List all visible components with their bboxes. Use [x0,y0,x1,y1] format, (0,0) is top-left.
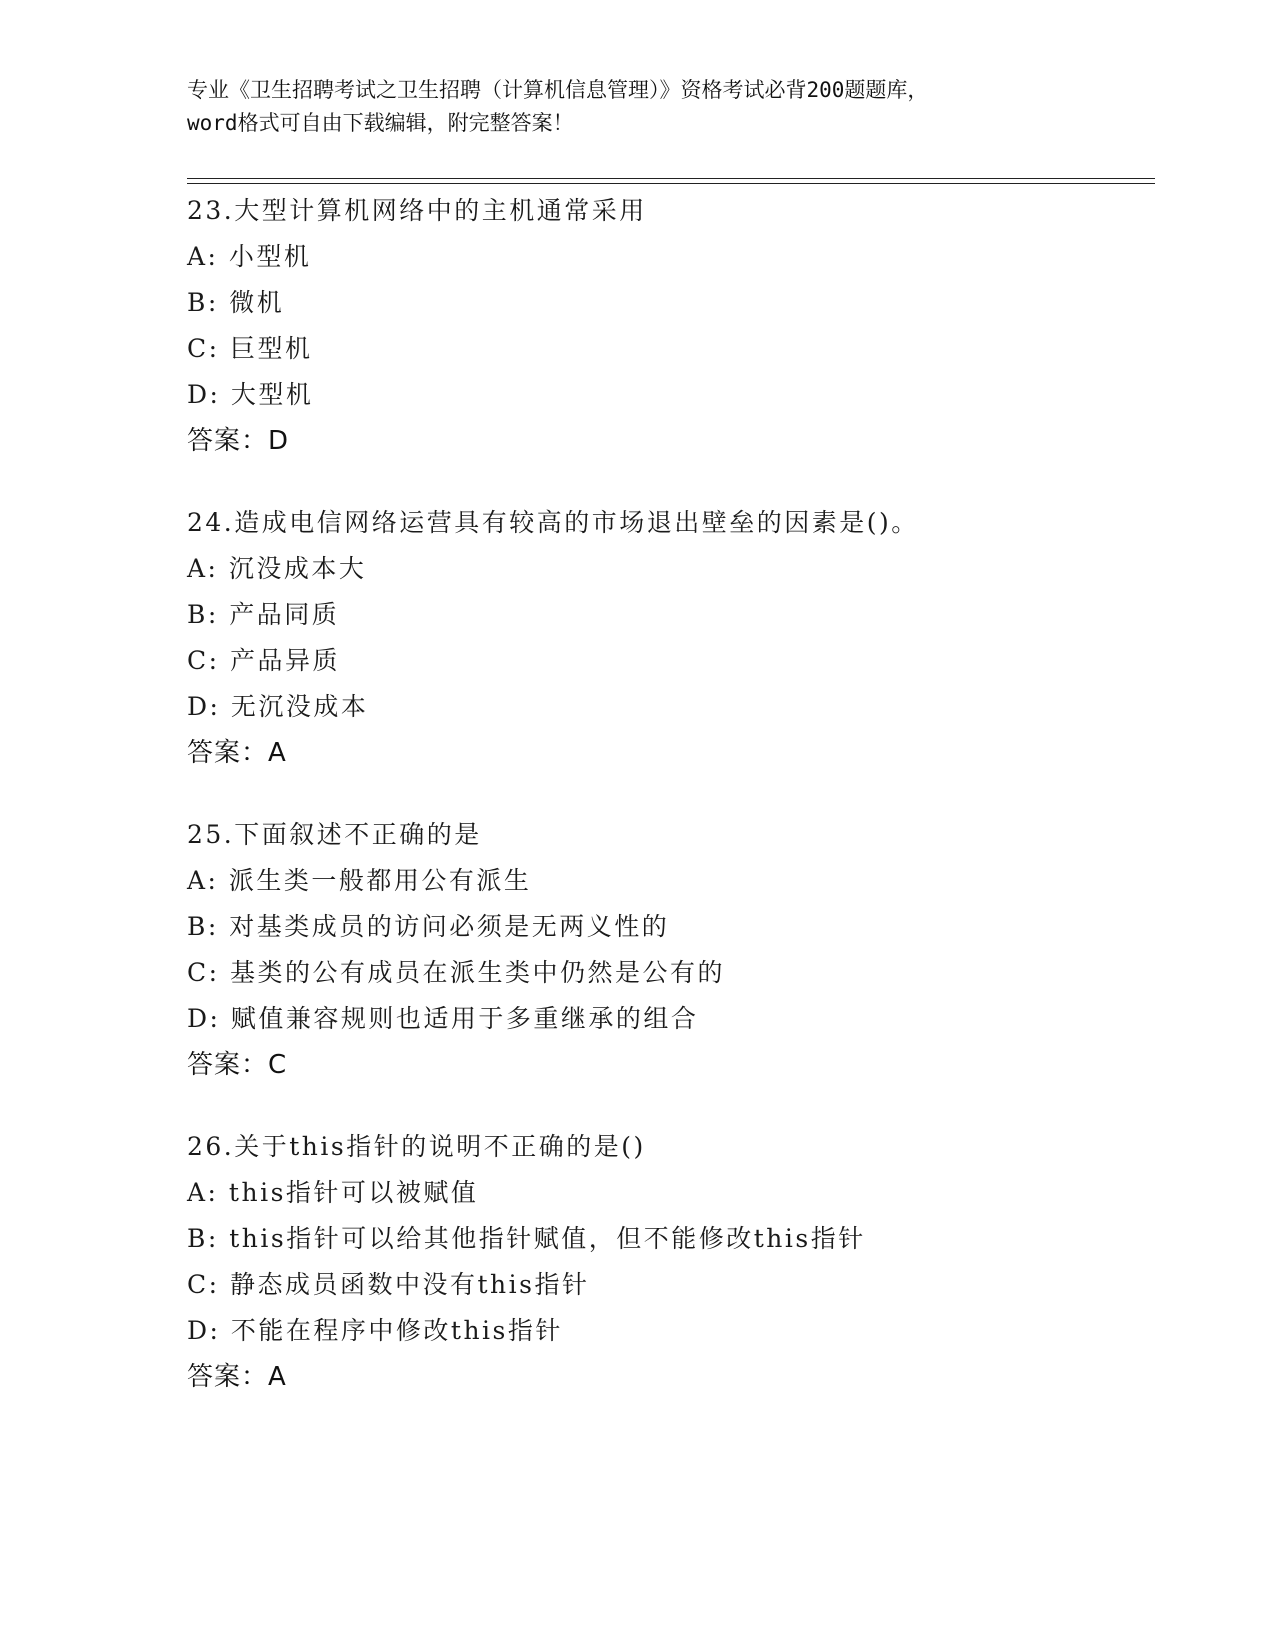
option-a: A: 派生类一般都用公有派生 [187,866,532,895]
answer-label: 答案：A [187,738,287,768]
question-list [187,188,1155,1436]
question-23 [187,188,1155,464]
option-d: D: 赋值兼容规则也适用于多重继承的组合 [187,1004,699,1033]
option-c: C: 巨型机 [187,334,313,363]
question-24 [187,500,1155,776]
header-line-1: 专业《卫生招聘考试之卫生招聘（计算机信息管理）》资格考试必背200题题库， [187,78,929,102]
option-c: C: 基类的公有成员在派生类中仍然是公有的 [187,958,725,987]
option-d: D: 无沉没成本 [187,692,369,721]
question-26 [187,1124,1155,1400]
question-stem: 25.下面叙述不正确的是 [187,820,482,849]
option-c: C: 产品异质 [187,646,340,675]
option-b: B: 微机 [187,288,285,317]
option-a: A: 小型机 [187,242,312,271]
header-divider-top [187,178,1155,179]
answer-label: 答案：A [187,1362,287,1392]
option-a: A: 沉没成本大 [187,554,367,583]
answer-label: 答案：C [187,1050,288,1080]
header-divider-bottom [187,183,1155,184]
option-c: C: 静态成员函数中没有this指针 [187,1270,590,1299]
option-d: D: 不能在程序中修改this指针 [187,1316,563,1345]
document-header [187,74,1167,140]
option-b: B: this指针可以给其他指针赋值，但不能修改this指针 [187,1224,866,1253]
answer-label: 答案：D [187,426,290,456]
option-b: B: 对基类成员的访问必须是无两义性的 [187,912,670,941]
question-stem: 23.大型计算机网络中的主机通常采用 [187,196,647,225]
option-b: B: 产品同质 [187,600,340,629]
question-stem: 26.关于this指针的说明不正确的是() [187,1132,646,1161]
option-a: A: this指针可以被赋值 [187,1178,479,1207]
question-stem: 24.造成电信网络运营具有较高的市场退出壁垒的因素是()。 [187,508,919,537]
question-25 [187,812,1155,1088]
option-d: D: 大型机 [187,380,314,409]
header-line-2: word格式可自由下载编辑，附完整答案！ [187,111,574,135]
